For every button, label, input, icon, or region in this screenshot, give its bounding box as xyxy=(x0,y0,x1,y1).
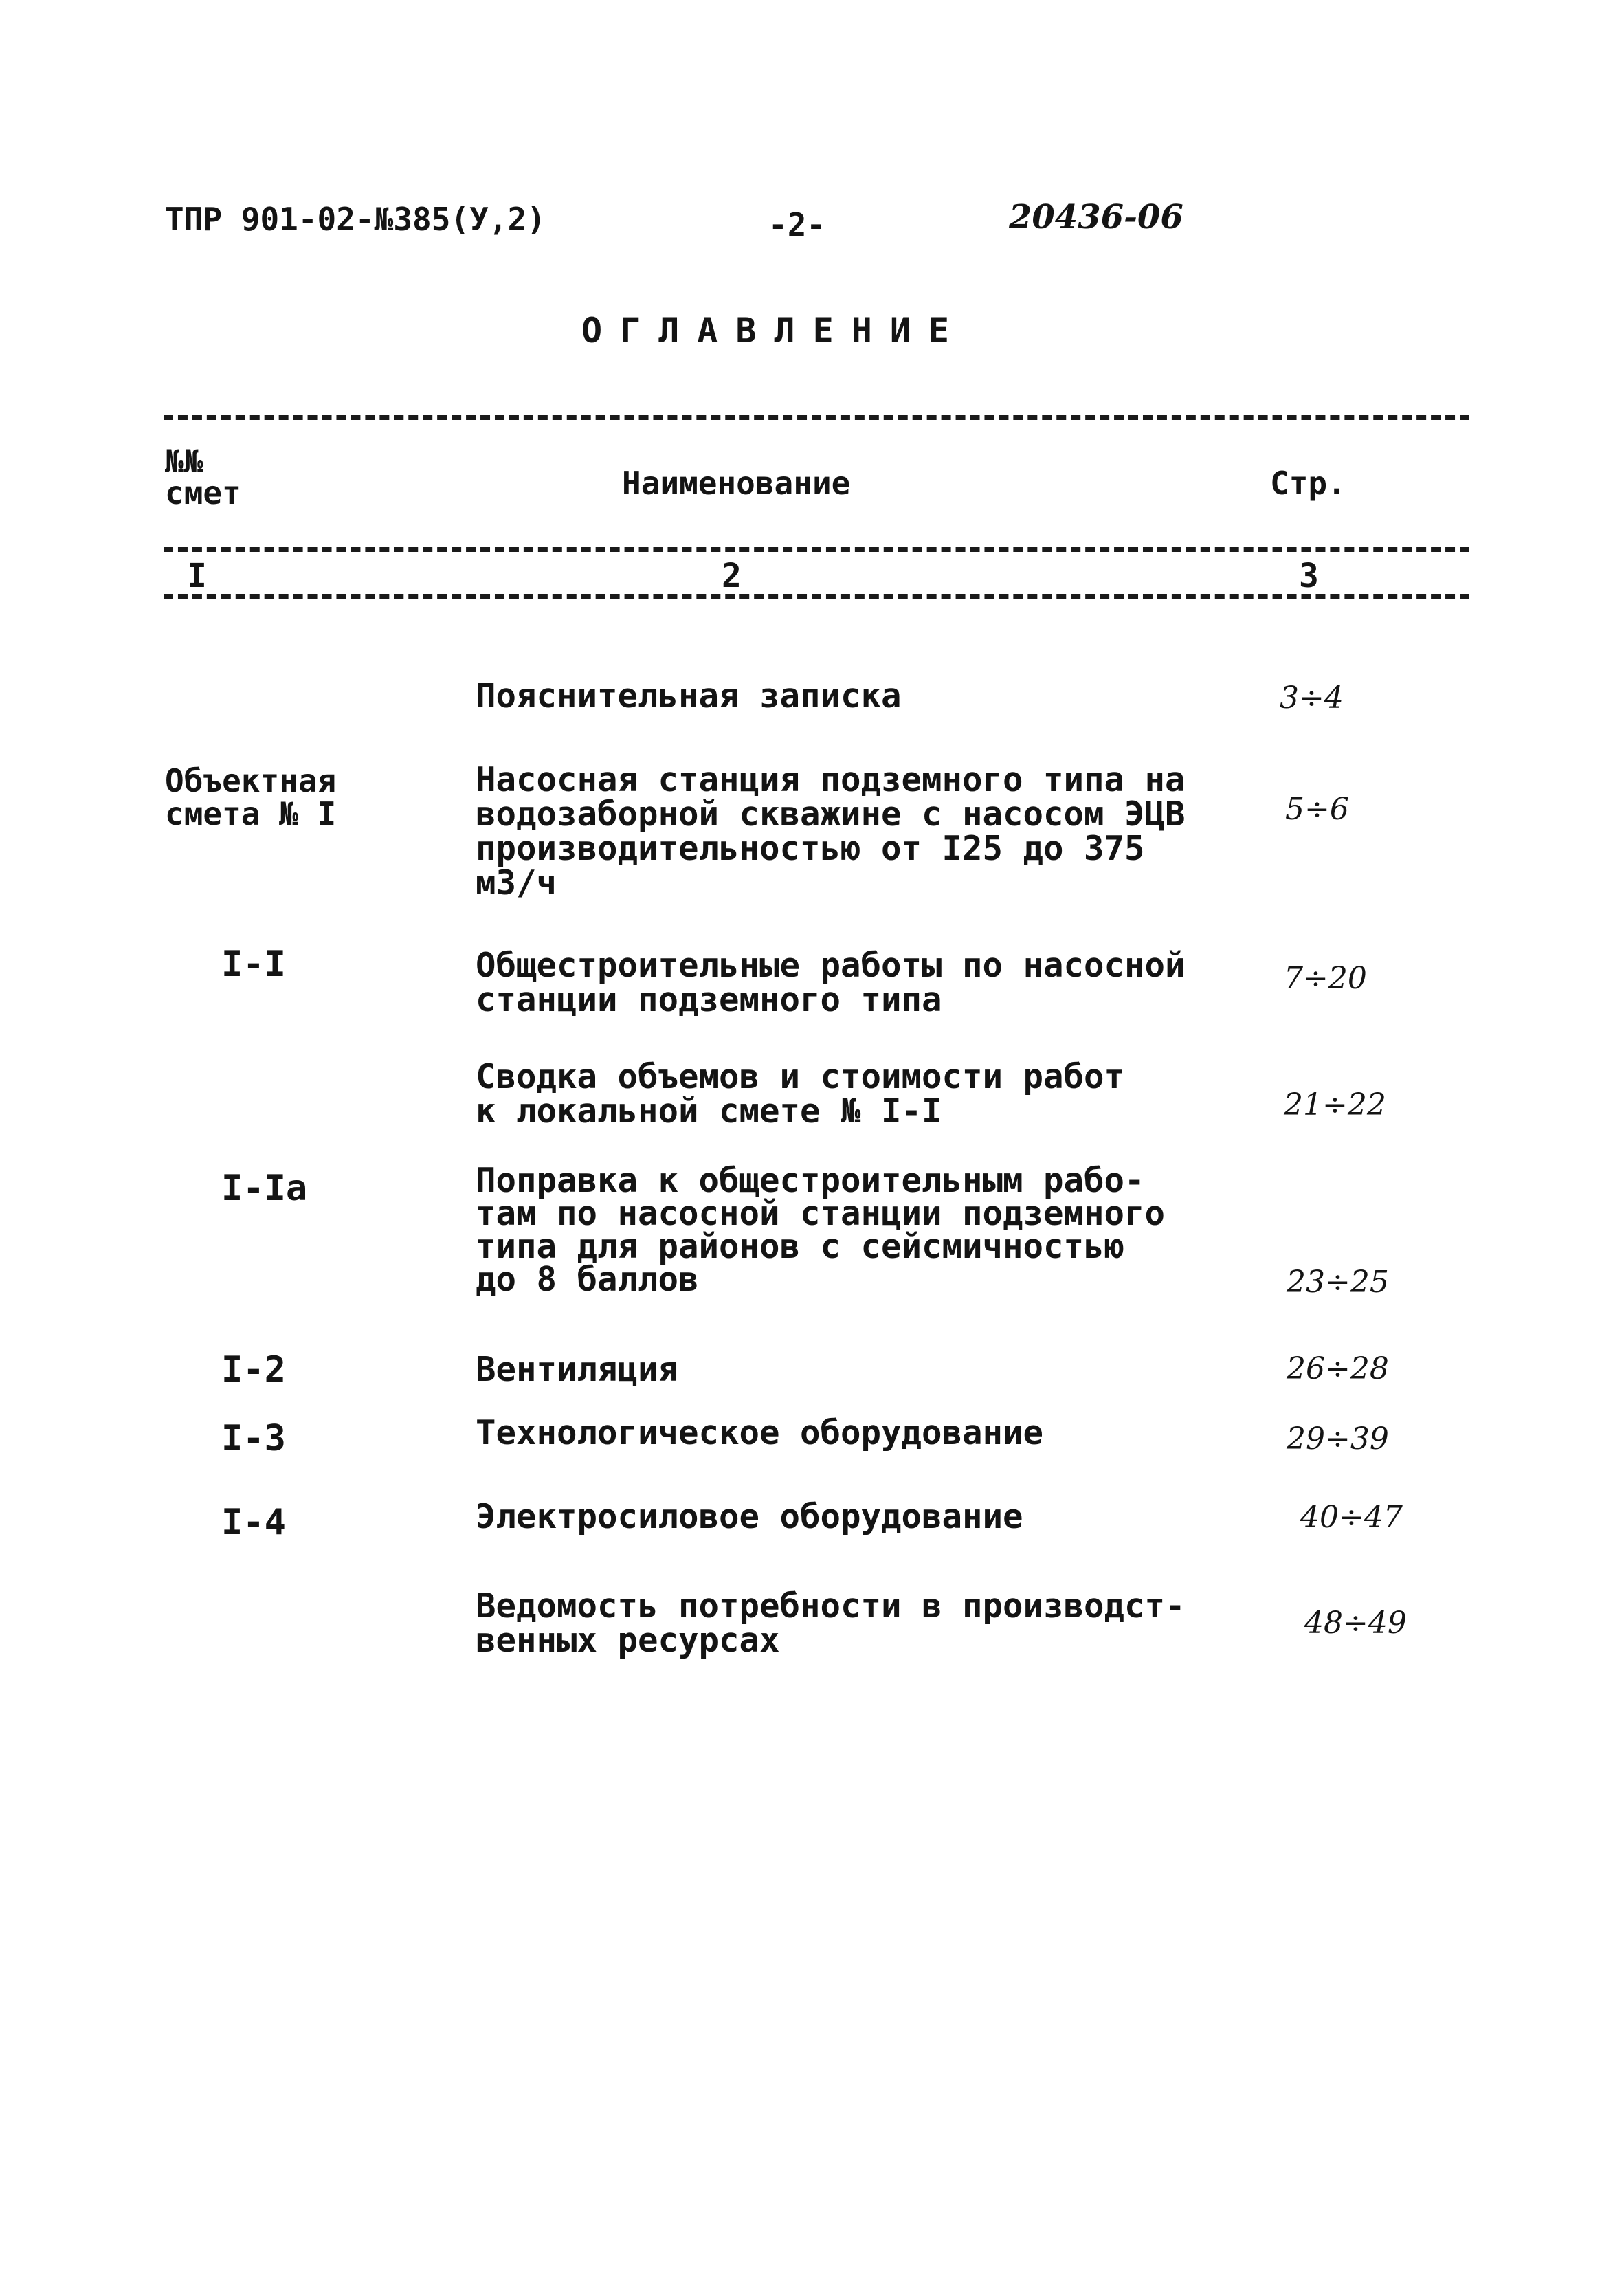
column-header-page: Стр. xyxy=(1270,465,1346,502)
column-header-name: Наименование xyxy=(622,465,851,502)
page-number: -2- xyxy=(768,206,826,243)
row-name: Технологическое оборудование xyxy=(476,1413,1044,1452)
column-header-estimate-no: №№ смет xyxy=(165,443,241,511)
column-number-3: 3 xyxy=(1299,557,1319,595)
row-pages: 26÷28 xyxy=(1287,1351,1389,1386)
row-pages: 29÷39 xyxy=(1287,1421,1389,1456)
row-name: Электросиловое оборудование xyxy=(476,1497,1023,1536)
header-bottom-rule xyxy=(164,594,1469,599)
row-pages: 40÷47 xyxy=(1300,1500,1403,1535)
column-number-1: I xyxy=(187,557,207,595)
row-name: Ведомость потребности в производст- венных ресурсах xyxy=(476,1586,1186,1660)
row-name: Сводка объемов и стоимости работ к локальной смете № I-I xyxy=(476,1057,1125,1131)
row-code: I-2 xyxy=(221,1349,286,1390)
row-pages: 23÷25 xyxy=(1287,1265,1389,1300)
document-code: ТПР 901-02-№385(У,2) xyxy=(165,201,546,238)
row-code: I-Iа xyxy=(221,1168,308,1209)
row-code: I-4 xyxy=(221,1502,286,1543)
row-pages: 48÷49 xyxy=(1304,1606,1407,1641)
page-title: ОГЛАВЛЕНИЕ xyxy=(581,311,968,351)
row-name: Насосная станция подземного типа на водозаборной скважине с насосом ЭЦВ производительностью от I25 до 375 м3/ч xyxy=(476,760,1186,902)
row-pages: 3÷4 xyxy=(1280,680,1344,716)
row-pages: 21÷22 xyxy=(1284,1087,1386,1122)
row-name: Вентиляция xyxy=(476,1350,679,1389)
row-pages: 5÷6 xyxy=(1285,792,1349,827)
header-separator-rule xyxy=(164,547,1469,552)
row-code: Объектная смета № I xyxy=(165,762,337,832)
row-code: I-3 xyxy=(221,1418,286,1459)
handwritten-reference: 20436-06 xyxy=(1009,198,1183,236)
row-name: Общестроительные работы по насосной станции подземного типа xyxy=(476,946,1186,1019)
column-number-2: 2 xyxy=(722,557,742,595)
row-pages: 7÷20 xyxy=(1284,961,1367,996)
row-name: Поправка к общестроительным рабо- там по насосной станции подземного типа для районов с сейсмичностью до 8 баллов xyxy=(476,1161,1166,1299)
row-name: Пояснительная записка xyxy=(476,676,902,716)
row-code: I-I xyxy=(221,944,286,985)
table-top-rule xyxy=(164,415,1469,420)
